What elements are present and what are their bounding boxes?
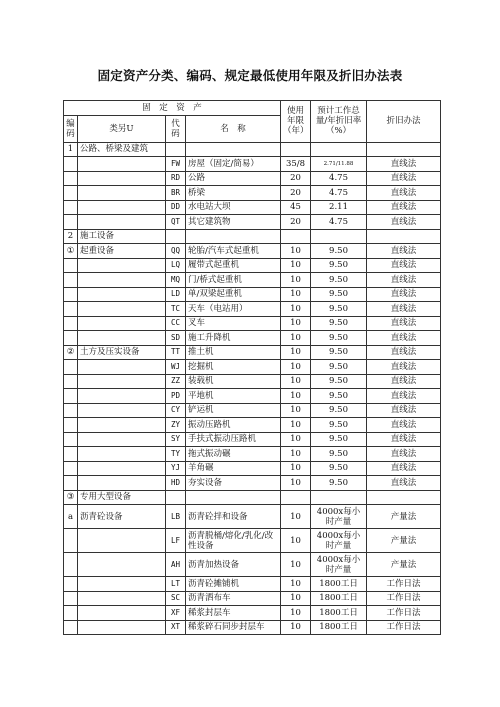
row-code: ZZ	[166, 374, 186, 389]
row-name: 夯实设备	[186, 476, 281, 491]
table-row	[64, 215, 441, 230]
row-rate: 1800工日	[311, 606, 367, 621]
row-rate: 9.50	[311, 447, 367, 462]
row-seq	[64, 171, 78, 186]
asset-table	[63, 100, 441, 635]
row-method: 直线法	[367, 316, 441, 331]
table-row	[64, 389, 441, 404]
row-rate: 9.50	[311, 244, 367, 259]
row-category: 起重设备	[78, 244, 166, 259]
row-years: 10	[281, 447, 311, 462]
row-rate: 1800工日	[311, 591, 367, 606]
row-code: LQ	[166, 258, 186, 273]
row-method: 工作日法	[367, 620, 441, 635]
row-rate: 9.50	[311, 418, 367, 433]
row-name: 沥青洒布车	[186, 591, 281, 606]
row-years: 10	[281, 505, 311, 529]
row-code: SD	[166, 331, 186, 346]
row-category	[78, 553, 166, 577]
table-row	[64, 186, 441, 201]
row-category	[78, 200, 166, 215]
header-row-1	[64, 101, 441, 116]
row-name: 单/双梁起重机	[186, 287, 281, 302]
row-name: 拖式振动碾	[186, 447, 281, 462]
row-years: 10	[281, 403, 311, 418]
row-seq	[64, 591, 78, 606]
row-years: 20	[281, 171, 311, 186]
row-method: 直线法	[367, 157, 441, 172]
row-rate: 1800工日	[311, 620, 367, 635]
row-category	[78, 374, 166, 389]
row-rate: 9.50	[311, 403, 367, 418]
row-category	[78, 316, 166, 331]
row-category	[78, 360, 166, 375]
row-seq: a	[64, 505, 78, 529]
header-method: 折旧办法	[367, 101, 441, 143]
row-category	[78, 389, 166, 404]
row-category	[78, 403, 166, 418]
row-name: 推土机	[186, 345, 281, 360]
row-name: 沥青砼拌和设备	[186, 505, 281, 529]
row-seq	[64, 331, 78, 346]
row-category	[78, 591, 166, 606]
row-rate: 9.50	[311, 345, 367, 360]
row-method: 直线法	[367, 287, 441, 302]
row-rate: 9.50	[311, 316, 367, 331]
row-rate: 9.50	[311, 389, 367, 404]
table-row	[64, 287, 441, 302]
table-row	[64, 529, 441, 553]
row-method: 产量法	[367, 553, 441, 577]
table-row	[64, 461, 441, 476]
row-code: CC	[166, 316, 186, 331]
row-seq: ①	[64, 244, 78, 259]
table-row	[64, 374, 441, 389]
row-category	[78, 287, 166, 302]
row-years: 10	[281, 258, 311, 273]
row-years: 10	[281, 302, 311, 317]
row-method: 产量法	[367, 505, 441, 529]
row-method: 工作日法	[367, 577, 441, 592]
row-years: 10	[281, 553, 311, 577]
row-name: 桥梁	[186, 186, 281, 201]
row-rate: 9.50	[311, 287, 367, 302]
row-code: XT	[166, 620, 186, 635]
row-code: WJ	[166, 360, 186, 375]
row-method: 直线法	[367, 331, 441, 346]
asset-table-body	[64, 101, 441, 635]
row-name: 沥青脱桶/熔化/乳化/改性设备	[186, 529, 281, 553]
row-name: 平地机	[186, 389, 281, 404]
row-code: CY	[166, 403, 186, 418]
empty-cell	[186, 490, 281, 505]
row-rate: 9.50	[311, 331, 367, 346]
row-code: AH	[166, 553, 186, 577]
row-seq	[64, 529, 78, 553]
row-seq	[64, 418, 78, 433]
row-category	[78, 258, 166, 273]
row-method: 直线法	[367, 215, 441, 230]
row-code: DD	[166, 200, 186, 215]
row-name: 轮胎/汽车式起重机	[186, 244, 281, 259]
row-category: 沥青砼设备	[78, 505, 166, 529]
empty-cell	[166, 490, 186, 505]
table-row	[64, 316, 441, 331]
row-rate: 4.75	[311, 215, 367, 230]
row-category	[78, 577, 166, 592]
table-row	[64, 244, 441, 259]
row-years: 35/8	[281, 157, 311, 172]
table-row	[64, 447, 441, 462]
row-years: 10	[281, 345, 311, 360]
row-method: 直线法	[367, 432, 441, 447]
row-name: 稀浆碎石同步封层车	[186, 620, 281, 635]
row-category	[78, 620, 166, 635]
row-seq	[64, 447, 78, 462]
row-method: 工作日法	[367, 606, 441, 621]
table-row	[64, 360, 441, 375]
row-rate: 4.75	[311, 186, 367, 201]
row-category	[78, 171, 166, 186]
table-row	[64, 577, 441, 592]
row-code: LB	[166, 505, 186, 529]
row-category	[78, 302, 166, 317]
row-years: 10	[281, 432, 311, 447]
row-category	[78, 461, 166, 476]
empty-cell	[281, 490, 311, 505]
row-method: 直线法	[367, 360, 441, 375]
row-name: 其它建筑物	[186, 215, 281, 230]
row-code: FW	[166, 157, 186, 172]
row-code: TT	[166, 345, 186, 360]
row-method: 产量法	[367, 529, 441, 553]
row-method: 直线法	[367, 389, 441, 404]
table-row	[64, 258, 441, 273]
row-seq	[64, 461, 78, 476]
table-row	[64, 331, 441, 346]
row-years: 10	[281, 476, 311, 491]
empty-cell	[367, 490, 441, 505]
row-code: YJ	[166, 461, 186, 476]
row-name: 叉车	[186, 316, 281, 331]
empty-cell	[186, 142, 281, 157]
table-row	[64, 302, 441, 317]
row-method: 直线法	[367, 273, 441, 288]
empty-cell	[311, 229, 367, 244]
row-name: 履带式起重机	[186, 258, 281, 273]
row-name: 装载机	[186, 374, 281, 389]
table-row	[64, 432, 441, 447]
header-code: 编码	[64, 115, 78, 142]
row-years: 10	[281, 529, 311, 553]
header-code2: 代码	[166, 115, 186, 142]
row-years: 10	[281, 389, 311, 404]
row-rate: 9.50	[311, 461, 367, 476]
table-row	[64, 418, 441, 433]
row-name: 振动压路机	[186, 418, 281, 433]
header-category: 类另U	[78, 115, 166, 142]
row-code: LF	[166, 529, 186, 553]
empty-cell	[311, 490, 367, 505]
row-code: RD	[166, 171, 186, 186]
row-seq	[64, 403, 78, 418]
row-name: 房屋（固定/简易）	[186, 157, 281, 172]
row-rate: 2.71/11.88	[311, 157, 367, 172]
row-category	[78, 447, 166, 462]
table-row	[64, 171, 441, 186]
row-years: 10	[281, 360, 311, 375]
row-name: 沥青加热设备	[186, 553, 281, 577]
empty-cell	[186, 229, 281, 244]
row-years: 10	[281, 273, 311, 288]
row-category	[78, 418, 166, 433]
row-years: 10	[281, 418, 311, 433]
table-row	[64, 157, 441, 172]
row-years: 10	[281, 591, 311, 606]
row-seq	[64, 186, 78, 201]
row-years: 10	[281, 331, 311, 346]
table-row	[64, 620, 441, 635]
row-seq	[64, 606, 78, 621]
table-row	[64, 273, 441, 288]
row-rate: 9.50	[311, 273, 367, 288]
row-rate: 9.50	[311, 302, 367, 317]
empty-cell	[367, 142, 441, 157]
row-name: 天车（电站用）	[186, 302, 281, 317]
row-seq	[64, 553, 78, 577]
row-rate: 9.50	[311, 258, 367, 273]
table-row	[64, 200, 441, 215]
row-rate: 4000x每小时产量	[311, 505, 367, 529]
row-method: 直线法	[367, 171, 441, 186]
row-seq	[64, 316, 78, 331]
row-method: 直线法	[367, 447, 441, 462]
empty-cell	[311, 142, 367, 157]
row-rate: 4000x每小时产量	[311, 529, 367, 553]
section-seq: ③	[64, 490, 78, 505]
row-category	[78, 157, 166, 172]
row-name: 铲运机	[186, 403, 281, 418]
empty-cell	[166, 229, 186, 244]
row-years: 10	[281, 244, 311, 259]
row-code: QQ	[166, 244, 186, 259]
row-code: LD	[166, 287, 186, 302]
row-rate: 1800工日	[311, 577, 367, 592]
row-name: 手扶式振动压路机	[186, 432, 281, 447]
row-seq	[64, 389, 78, 404]
row-seq	[64, 287, 78, 302]
section-seq: 1	[64, 142, 78, 157]
row-seq	[64, 157, 78, 172]
table-row	[64, 403, 441, 418]
empty-cell	[367, 229, 441, 244]
row-method: 直线法	[367, 200, 441, 215]
row-code: HD	[166, 476, 186, 491]
row-code: TC	[166, 302, 186, 317]
header-name: 名 称	[186, 115, 281, 142]
header-years: 使用年限（年）	[281, 101, 311, 143]
row-seq	[64, 620, 78, 635]
row-seq	[64, 476, 78, 491]
row-code: XF	[166, 606, 186, 621]
row-code: TY	[166, 447, 186, 462]
row-method: 工作日法	[367, 591, 441, 606]
row-years: 10	[281, 577, 311, 592]
row-category	[78, 215, 166, 230]
row-method: 直线法	[367, 476, 441, 491]
table-row	[64, 505, 441, 529]
row-name: 施工升降机	[186, 331, 281, 346]
row-rate: 4.75	[311, 171, 367, 186]
section-seq: 2	[64, 229, 78, 244]
row-seq	[64, 577, 78, 592]
row-rate: 9.50	[311, 360, 367, 375]
row-rate: 4000x每小时产量	[311, 553, 367, 577]
section-title: 专用大型设备	[78, 490, 166, 505]
row-seq	[64, 258, 78, 273]
row-name: 挖掘机	[186, 360, 281, 375]
row-method: 直线法	[367, 374, 441, 389]
row-years: 20	[281, 186, 311, 201]
row-code: PD	[166, 389, 186, 404]
section-row	[64, 490, 441, 505]
row-name: 水电站大坝	[186, 200, 281, 215]
row-method: 直线法	[367, 418, 441, 433]
table-row	[64, 553, 441, 577]
row-method: 直线法	[367, 302, 441, 317]
row-years: 10	[281, 620, 311, 635]
empty-cell	[281, 229, 311, 244]
section-title: 施工设备	[78, 229, 166, 244]
row-code: QT	[166, 215, 186, 230]
empty-cell	[166, 142, 186, 157]
row-rate: 9.50	[311, 374, 367, 389]
row-method: 直线法	[367, 244, 441, 259]
empty-cell	[281, 142, 311, 157]
row-code: LT	[166, 577, 186, 592]
row-method: 直线法	[367, 403, 441, 418]
row-name: 稀浆封层车	[186, 606, 281, 621]
row-code: MQ	[166, 273, 186, 288]
row-name: 羊角碾	[186, 461, 281, 476]
row-years: 10	[281, 374, 311, 389]
row-years: 20	[281, 215, 311, 230]
row-years: 10	[281, 606, 311, 621]
row-years: 45	[281, 200, 311, 215]
row-category: 土方及压实设备	[78, 345, 166, 360]
row-method: 直线法	[367, 345, 441, 360]
row-method: 直线法	[367, 186, 441, 201]
row-category	[78, 186, 166, 201]
page-title: 固定资产分类、编码、规定最低使用年限及折旧办法表	[97, 68, 403, 83]
row-category	[78, 273, 166, 288]
row-seq	[64, 273, 78, 288]
row-seq	[64, 432, 78, 447]
row-category	[78, 331, 166, 346]
table-row	[64, 345, 441, 360]
row-seq	[64, 302, 78, 317]
row-years: 10	[281, 287, 311, 302]
row-method: 直线法	[367, 258, 441, 273]
row-code: SC	[166, 591, 186, 606]
row-years: 10	[281, 461, 311, 476]
table-row	[64, 476, 441, 491]
row-years: 10	[281, 316, 311, 331]
row-seq: ②	[64, 345, 78, 360]
section-title: 公路、桥梁及建筑	[78, 142, 166, 157]
row-name: 公路	[186, 171, 281, 186]
row-rate: 9.50	[311, 432, 367, 447]
row-code: ZY	[166, 418, 186, 433]
row-category	[78, 606, 166, 621]
row-seq	[64, 374, 78, 389]
section-row	[64, 229, 441, 244]
row-method: 直线法	[367, 461, 441, 476]
row-rate: 9.50	[311, 476, 367, 491]
row-category	[78, 432, 166, 447]
header-rate: 预计工作总量/年折旧率（%）	[311, 101, 367, 143]
table-row	[64, 606, 441, 621]
row-seq	[64, 200, 78, 215]
row-name: 门/桥式起重机	[186, 273, 281, 288]
header-fixed-assets: 固 定 资 产	[64, 101, 281, 116]
row-category	[78, 476, 166, 491]
table-row	[64, 591, 441, 606]
section-row	[64, 142, 441, 157]
row-rate: 2.11	[311, 200, 367, 215]
row-seq	[64, 360, 78, 375]
row-name: 沥青砼摊铺机	[186, 577, 281, 592]
row-category	[78, 529, 166, 553]
row-code: BR	[166, 186, 186, 201]
row-seq	[64, 215, 78, 230]
row-code: SY	[166, 432, 186, 447]
